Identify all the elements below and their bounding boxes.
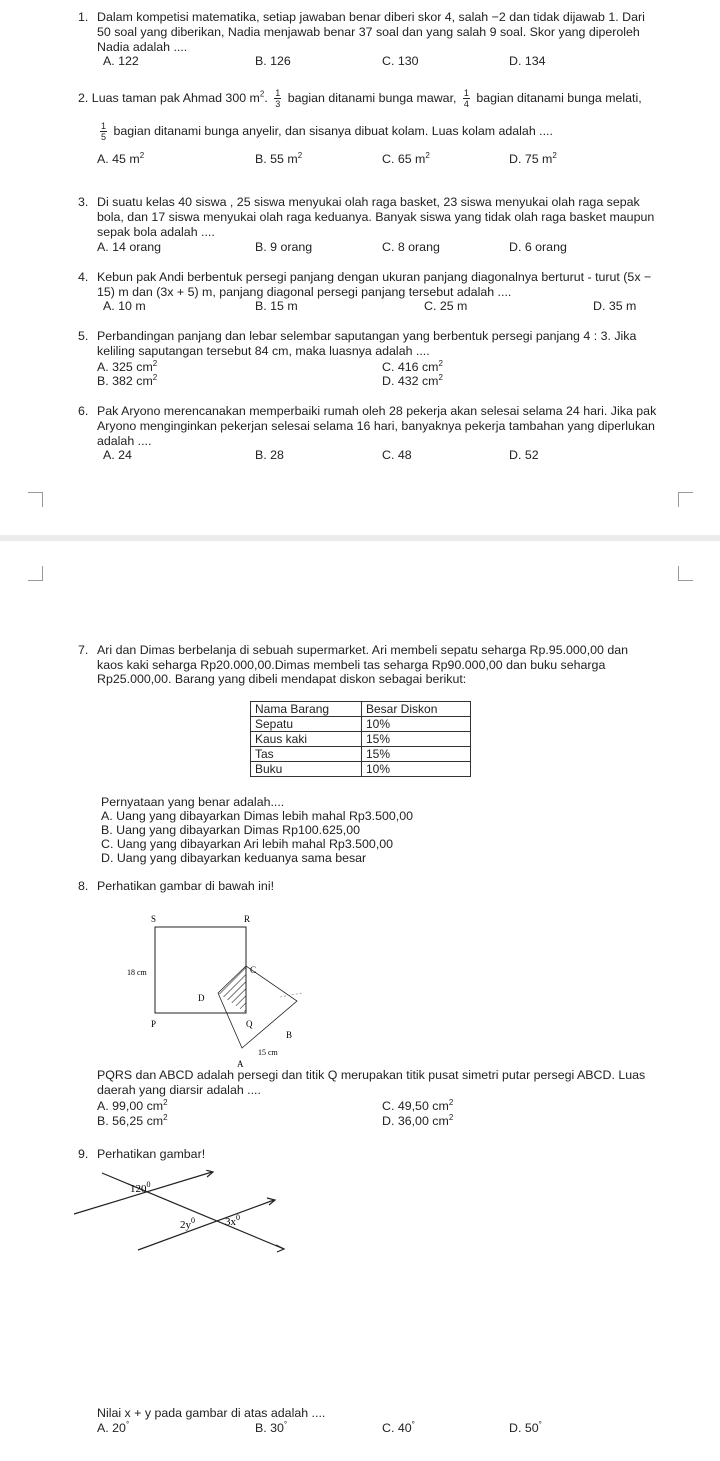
squares-figure xyxy=(110,905,310,1070)
q1-option-c: C. 130 xyxy=(382,54,419,68)
q6-option-d: D. 52 xyxy=(509,448,539,462)
q9-prompt: Nilai x + y pada gambar di atas adalah .... xyxy=(97,1406,326,1420)
table-cell: 10% xyxy=(362,717,471,732)
label-b: B xyxy=(286,1030,293,1040)
q7-option-b: B. Uang yang dibayarkan Dimas Rp100.625,00 xyxy=(101,823,360,837)
table-header: Nama Barang xyxy=(251,702,362,717)
q1-line3: Nadia adalah .... xyxy=(97,40,188,54)
label-15cm: 15 cm xyxy=(258,1048,278,1057)
q2-text-a: Luas taman pak Ahmad 300 m xyxy=(91,90,260,105)
q3-option-c: C. 8 orang xyxy=(382,240,440,254)
q4-line1: Kebun pak Andi berbentuk persegi panjang dengan ukuran panjang diagonalnya berturut - turut (5x − xyxy=(97,270,652,284)
q6-option-c: C. 48 xyxy=(382,448,412,462)
q8-option-a: A. 99,00 $cm^2$ xyxy=(97,1098,168,1114)
q2-text-c: bagian ditanami bunga melati, xyxy=(476,90,642,105)
table-cell: Kaus kaki xyxy=(251,732,362,747)
q5-option-d: D. 432 $cm^2$ xyxy=(382,373,443,389)
line-middle xyxy=(138,1200,274,1250)
q8-line2: daerah yang diarsir adalah .... xyxy=(97,1083,261,1097)
q5-option-c: C. 416 $cm^2$ xyxy=(382,359,443,375)
q8-option-d: D. 36,00 $cm^2$ xyxy=(382,1113,454,1129)
q2-number: 2. xyxy=(78,90,89,105)
q2-fraction-3: $\frac{1}{5}$ xyxy=(101,121,107,142)
angle-2y: $2y^0$ xyxy=(180,1216,195,1231)
q2-option-a: A. 45 $m^2$ xyxy=(97,151,145,167)
q7-option-c: C. Uang yang dibayarkan Ari lebih mahal Rp3.500,00 xyxy=(101,837,394,851)
q6-line3: adalah .... xyxy=(97,434,152,448)
q3-option-b: B. 9 orang xyxy=(255,240,313,254)
table-row xyxy=(251,732,471,747)
table-header: Besar Diskon xyxy=(362,702,471,717)
angle-3x: $3x^0$ xyxy=(225,1213,240,1228)
q6-line2: Aryono menginginkan pekerjan selesai selama 16 hari, banyaknya pekerja tambahan yang diperlukan xyxy=(97,419,655,433)
q1-option-d: D. 134 xyxy=(509,54,546,68)
discount-table xyxy=(250,701,471,777)
q3-option-a: A. 14 orang xyxy=(97,240,162,254)
q9-title: Perhatikan gambar! xyxy=(97,1147,206,1161)
label-a: A xyxy=(237,1059,244,1069)
label-c: C xyxy=(250,965,257,975)
q2-fraction-2: $\frac{1}{4}$ xyxy=(463,88,469,109)
table-cell: 15% xyxy=(362,747,471,762)
table-header-row xyxy=(251,702,471,717)
table-row xyxy=(251,762,471,777)
q1-option-b: B. 126 xyxy=(255,54,291,68)
crop-mark xyxy=(28,566,43,581)
q8-title: Perhatikan gambar di bawah ini! xyxy=(97,879,275,893)
angle-120: $120^0$ xyxy=(130,1180,151,1195)
q2-option-c: C. 65 $m^2$ xyxy=(382,151,430,167)
q2-text-d: bagian ditanami bunga anyelir, dan sisanya dibuat kolam. Luas kolam adalah .... xyxy=(113,123,553,138)
label-q: Q xyxy=(246,1019,253,1029)
crop-mark xyxy=(678,492,693,507)
q8-option-c: C. 49,50 $cm^2$ xyxy=(382,1098,454,1114)
arrow-icon xyxy=(276,1245,284,1252)
q3-number: 3. xyxy=(78,195,89,209)
q2-text-b: bagian ditanami bunga mawar, xyxy=(287,90,457,105)
q5-option-b: B. 382 $cm^2$ xyxy=(97,373,158,389)
q2-option-b: B. 55 $m^2$ xyxy=(255,151,303,167)
label-18cm: 18 cm xyxy=(127,968,147,977)
q9-number: 9. xyxy=(78,1147,89,1161)
q9-option-a: A. 20° xyxy=(97,1420,130,1436)
table-cell: 15% xyxy=(362,732,471,747)
table-cell: 10% xyxy=(362,762,471,777)
label-r: R xyxy=(244,914,251,924)
crop-mark xyxy=(678,566,693,581)
q8-number: 8. xyxy=(78,879,89,893)
table-row xyxy=(251,747,471,762)
q4-line2: 15) m dan (3x + 5) m, panjang diagonal persegi panjang tersebut adalah .... xyxy=(97,285,512,299)
table-cell: Buku xyxy=(251,762,362,777)
q4-option-d: D. 35 m xyxy=(593,299,637,313)
q7-prompt: Pernyataan yang benar adalah.... xyxy=(101,795,285,809)
q3-line2: bola, dan 17 siswa menyukai olah raga keduanya. Banyak siswa yang tidak olah raga basket maupun xyxy=(97,210,655,224)
q1-line2: 50 soal yang diberikan, Nadia menjawab benar 37 soal dan yang salah 9 soal. Skor yang diperoleh xyxy=(97,25,640,39)
q4-number: 4. xyxy=(78,270,89,284)
crop-mark xyxy=(28,492,43,507)
q6-line1: Pak Aryono merencanakan memperbaiki rumah oleh 28 pekerja akan selesai selama 24 hari. Jika pak xyxy=(97,404,657,418)
label-s: S xyxy=(151,914,157,924)
q6-option-b: B. 28 xyxy=(255,448,284,462)
q9-option-b: B. 30° xyxy=(255,1420,288,1436)
q7-line3: Rp25.000,00. Barang yang dibeli mendapat diskon sebagai berikut: xyxy=(97,672,467,686)
q8-line1: PQRS dan ABCD adalah persegi dan titik Q merupakan titik pusat simetri putar persegi ABCD. Luas xyxy=(97,1068,646,1082)
label-d: D xyxy=(198,993,205,1003)
q5-number: 5. xyxy=(78,329,89,343)
q2-line1: 2. Luas taman pak Ahmad 300 $m^2$. $\frac{1}{3}$ bagian ditanami bunga mawar, $\frac{1}{4}$ bagian ditanami bunga melati, xyxy=(78,88,642,109)
table-cell: Tas xyxy=(251,747,362,762)
table-row xyxy=(251,717,471,732)
q3-line1: Di suatu kelas 40 siswa , 25 siswa menyukai olah raga basket, 23 siswa menyukai olah raga sepak xyxy=(97,195,640,209)
q1-number: 1. xyxy=(78,10,89,24)
q6-option-a: A. 24 xyxy=(103,448,132,462)
q2-option-d: D. 75 $m^2$ xyxy=(509,151,557,167)
q5-line2: keliling saputangan tersebut 84 cm, maka luasnya adalah .... xyxy=(97,344,430,358)
q6-number: 6. xyxy=(78,404,89,418)
q7-option-d: D. Uang yang dibayarkan keduanya sama besar xyxy=(101,851,367,865)
q4-option-c: C. 25 m xyxy=(424,299,468,313)
q4-option-b: B. 15 m xyxy=(255,299,298,313)
q7-option-a: A. Uang yang dibayarkan Dimas lebih mahal Rp3.500,00 xyxy=(101,809,414,823)
q2-fraction-1: $\frac{1}{3}$ xyxy=(275,88,281,109)
q3-line3: sepak bola adalah .... xyxy=(97,225,215,239)
q7-line1: Ari dan Dimas berbelanja di sebuah supermarket. Ari membeli sepatu seharga Rp.95.000,00 dan xyxy=(97,643,629,657)
q5-line1: Perbandingan panjang dan lebar selembar saputangan yang berbentuk persegi panjang 4 : 3. Jika xyxy=(97,329,637,343)
q1-line1: Dalam kompetisi matematika, setiap jawaban benar diberi skor 4, salah −2 dan tidak dijawab 1. Dari xyxy=(97,10,645,24)
q1-option-a: A. 122 xyxy=(103,54,139,68)
q2-line2 xyxy=(97,121,553,142)
parallel-lines-figure xyxy=(70,1170,300,1255)
q3-option-d: D. 6 orang xyxy=(509,240,567,254)
label-p: P xyxy=(151,1019,157,1029)
q7-number: 7. xyxy=(78,643,89,657)
q7-line2: kaos kaki seharga Rp20.000,00.Dimas membeli tas seharga Rp90.000,00 dan buku seharga xyxy=(97,658,606,672)
q4-option-a: A. 10 m xyxy=(103,299,146,313)
q9-option-d: D. 50° xyxy=(509,1420,542,1436)
q5-option-a: A. 325 $cm^2$ xyxy=(97,359,158,375)
q9-option-c: C. 40° xyxy=(382,1420,415,1436)
q8-option-b: B. 56,25 $cm^2$ xyxy=(97,1113,168,1129)
table-cell: Sepatu xyxy=(251,717,362,732)
